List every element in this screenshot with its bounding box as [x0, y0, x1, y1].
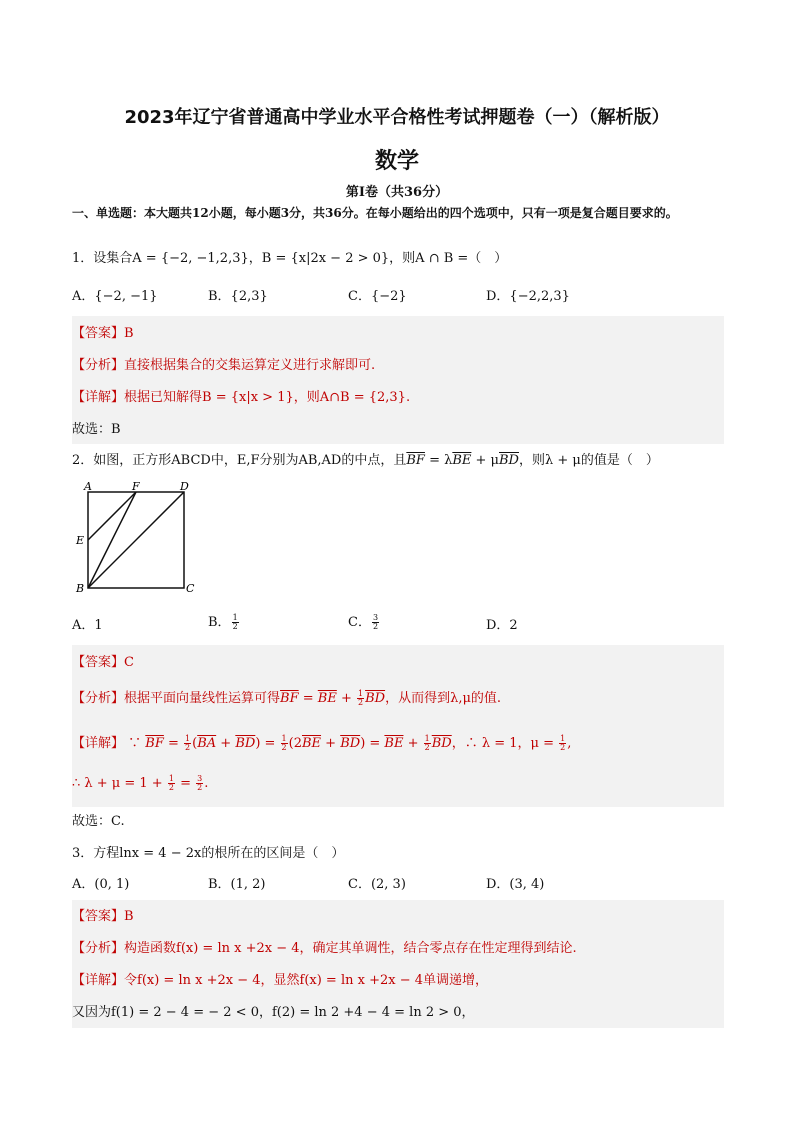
q2-stem — [72, 452, 724, 470]
q3-stem: 3．方程lnx = 4 − 2x的根所在的区间是（ ） — [72, 846, 345, 861]
q2-stem-part-a: 2．如图，正方形ABCD中，E,F分别为AB,AD的中点，且 — [72, 453, 407, 468]
q1-stem: 1．设集合A = {−2, −1,2,3}，B = {x|2x − 2 > 0}，则A ∩ B =（ ） — [72, 251, 508, 266]
q3-analysis: 【分析】构造函数f(x) = ln x +2x − 4，确定其单调性，结合零点存在性定理得到结论. — [72, 941, 577, 956]
q2-vector-equation: $\overline{BF} = \lambda\overline{BE} + \mu\overline{BD}$ — [406, 453, 519, 468]
q1-option-b: B．{2,3} — [208, 289, 268, 304]
q1-option-c: C．{−2} — [348, 289, 407, 304]
q3-option-b: B．(1, 2) — [208, 877, 266, 892]
q3-answer: 【答案】B — [72, 909, 134, 924]
part-heading: 第Ⅰ卷（共36分） — [345, 185, 449, 200]
q2-detail: 【详解】 ∵ $\overline{BF}$ = $\frac{1}{2}$ $(\overline{BA} + \overline{BD})$ = $\frac{1}{2}$ $(2\overline{BE} + \overline{BD}) = \overline{BE}$ + $\frac{1}{2}$ $\overline{BD}$，∴ λ = 1，μ = $\frac{1}{2}$ , — [72, 734, 572, 752]
label-a: A — [84, 480, 92, 493]
q3-detail: 【详解】令f(x) = ln x +2x − 4，显然f(x) = ln x +2x − 4单调递增， — [72, 973, 489, 988]
label-f: F — [132, 480, 140, 493]
q1-conclusion: 故选：B — [72, 422, 121, 437]
analysis-text: 直接根据集合的交集运算定义进行求解即可. — [124, 358, 376, 373]
q1-detail — [72, 389, 724, 407]
detail-tag: 【详解】 — [72, 390, 125, 405]
label-c: C — [186, 582, 195, 595]
q1-option-a: A．{−2, −1} — [72, 289, 158, 304]
q3-option-a: A．(0, 1) — [72, 877, 130, 892]
q2-option-a: A．1 — [72, 618, 103, 633]
answer-tag: 【答案】 — [72, 326, 125, 341]
q1-answer — [72, 325, 724, 343]
document-title: 2023年辽宁省普通高中学业水平合格性考试押题卷（一）（解析版） — [124, 107, 670, 128]
q2-stem-part-b: ，则λ + μ的值是（ ） — [518, 453, 659, 468]
q3-option-c: C．(2, 3) — [348, 877, 406, 892]
q1-analysis — [72, 357, 724, 375]
subject-heading: 数学 — [374, 149, 419, 174]
q2-detail-line2: ∴ λ + μ = 1 + $\frac{1}{2}$ = $\frac{3}{2}$ . — [72, 774, 209, 792]
label-d: D — [180, 480, 189, 493]
label-e: E — [76, 534, 85, 547]
label-b: B — [76, 582, 85, 595]
q2-answer: 【答案】C — [72, 655, 134, 670]
q3-option-d: D．(3, 4) — [486, 877, 545, 892]
q2-option-d: D．2 — [486, 618, 518, 633]
detail-text: 根据已知解得B = {x|x > 1}，则A∩B = {2,3}. — [124, 390, 411, 405]
q3-detail-line2: 又因为f(1) = 2 − 4 = − 2 < 0，f(2) = ln 2 +4 − 4 = ln 2 > 0， — [72, 1005, 475, 1020]
q2-option-b: B． $\frac{1}{2}$ — [208, 613, 238, 631]
section-instructions: 一、单选题：本大题共12小题，每小题3分，共36分。在每小题给出的四个选项中，只有一项是复合题目要求的。 — [72, 206, 678, 220]
answer-value: B — [124, 326, 134, 341]
q1-option-d: D．{−2,2,3} — [486, 289, 570, 304]
q2-conclusion: 故选：C. — [72, 814, 125, 829]
analysis-tag: 【分析】 — [72, 358, 125, 373]
q2-square-figure — [74, 480, 204, 600]
q2-analysis: 【分析】根据平面向量线性运算可得$\overline{BF} = \overline{BE}$ + $\frac{1}{2}$ $\overline{BD}$，从而得到λ,μ的值. — [72, 689, 502, 707]
q2-option-c: C． $\frac{3}{2}$ — [348, 613, 379, 631]
